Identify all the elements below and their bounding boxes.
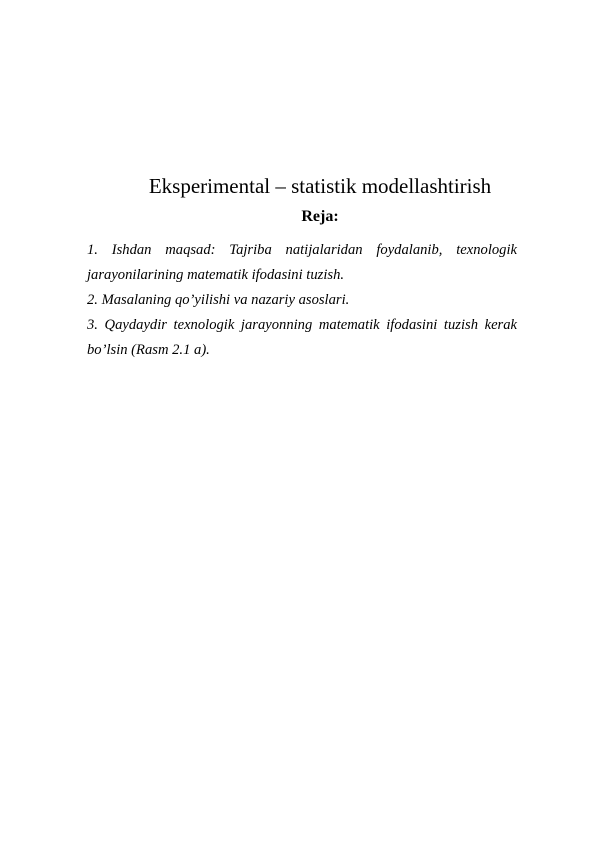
plan-item-3: 3. Qaydaydir texnologik jarayonning matematik ifodasini tuzish kerak bo’lsin (Rasm 2.1 a). — [87, 317, 517, 358]
plan-item-1: 1. Ishdan maqsad: Tajriba natijalaridan foydalanib, texnologik jarayonilarining matematik ifodasini tuzish. — [87, 242, 517, 283]
plan-item-2: 2. Masalaning qo’yilishi va nazariy asoslari. — [87, 292, 350, 308]
page-title: Eksperimental – statistik modellashtirish — [148, 174, 492, 198]
plan-list — [87, 238, 517, 363]
plan-heading: Reja: — [301, 208, 339, 225]
